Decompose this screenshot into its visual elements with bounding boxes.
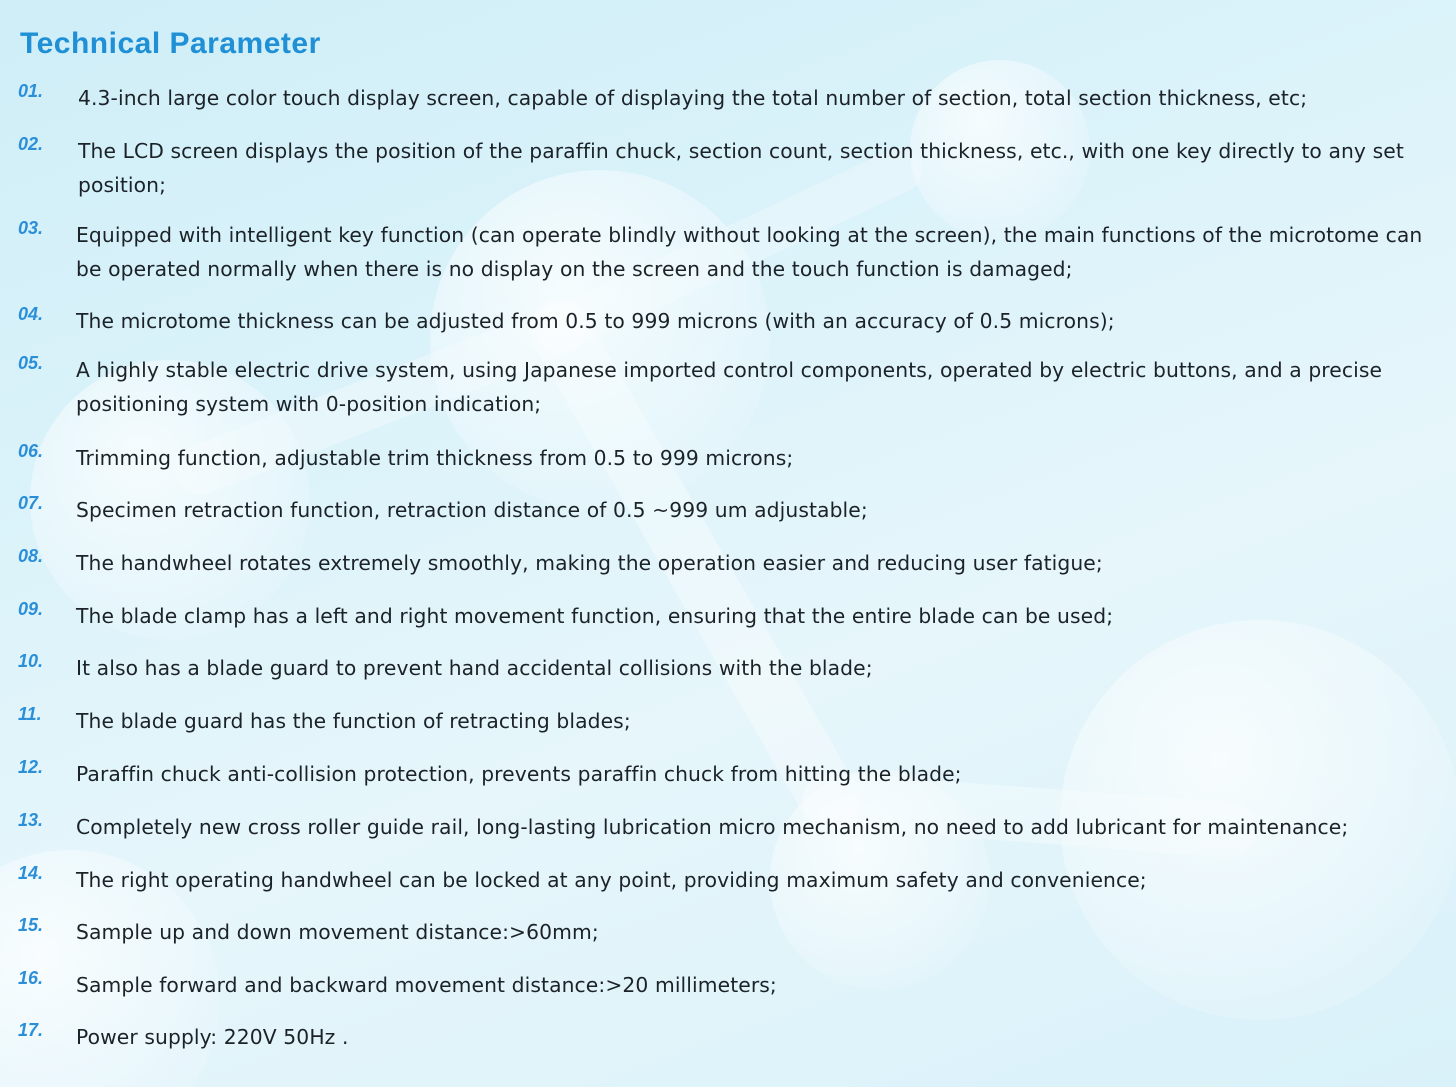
- item-number: 06.: [18, 441, 44, 461]
- item-text: The blade guard has the function of retracting blades;: [76, 709, 631, 733]
- item-text: 4.3-inch large color touch display screen, capable of displaying the total number of section, total section thickness, etc;: [78, 86, 1308, 110]
- item-number: 01.: [18, 81, 44, 101]
- item-text: A highly stable electric drive system, using Japanese imported control components, operated by electric buttons, and a precise positioning system with 0-position indication;: [76, 358, 1383, 416]
- item-number: 14.: [18, 863, 44, 883]
- item-text: The right operating handwheel can be locked at any point, providing maximum safety and convenience;: [76, 868, 1147, 892]
- item-text: The microtome thickness can be adjusted from 0.5 to 999 microns (with an accuracy of 0.5 microns);: [76, 309, 1115, 333]
- item-text: Specimen retraction function, retraction distance of 0.5 ~999 um adjustable;: [76, 498, 868, 522]
- item-number: 09.: [18, 599, 44, 619]
- item-text: Sample forward and backward movement distance:>20 millimeters;: [76, 973, 777, 997]
- item-text: It also has a blade guard to prevent hand accidental collisions with the blade;: [76, 656, 873, 680]
- item-number: 12.: [18, 757, 44, 777]
- item-number: 13.: [18, 810, 44, 830]
- item-text: The LCD screen displays the position of the paraffin chuck, section count, section thickness, etc., with one key directly to any set position;: [78, 139, 1404, 197]
- item-number: 10.: [18, 651, 44, 671]
- item-text: Completely new cross roller guide rail, long-lasting lubrication micro mechanism, no need to add lubricant for maintenance;: [76, 815, 1349, 839]
- item-number: 08.: [18, 546, 44, 566]
- item-number: 15.: [18, 915, 44, 935]
- item-text: The blade clamp has a left and right movement function, ensuring that the entire blade can be used;: [76, 604, 1114, 628]
- item-number: 07.: [18, 493, 44, 513]
- item-number: 03.: [18, 218, 44, 238]
- item-number: 11.: [18, 704, 42, 724]
- item-text: Equipped with intelligent key function (can operate blindly without looking at the screen), the main functions of the microtome can be operated normally when there is no display on the screen and the touch function is damaged;: [76, 223, 1423, 281]
- item-number: 02.: [18, 134, 44, 154]
- item-text: Sample up and down movement distance:>60mm;: [76, 920, 599, 944]
- item-text: Trimming function, adjustable trim thickness from 0.5 to 999 microns;: [76, 446, 794, 470]
- item-number: 04.: [18, 304, 44, 324]
- item-text: Power supply: 220V 50Hz .: [76, 1025, 349, 1049]
- item-text: The handwheel rotates extremely smoothly, making the operation easier and reducing user fatigue;: [76, 551, 1103, 575]
- item-number: 16.: [18, 968, 44, 988]
- item-text: Paraffin chuck anti-collision protection, prevents paraffin chuck from hitting the blade;: [76, 762, 962, 786]
- item-number: 05.: [18, 353, 44, 373]
- item-number: 17.: [18, 1020, 44, 1040]
- page-title: Technical Parameter: [20, 27, 321, 60]
